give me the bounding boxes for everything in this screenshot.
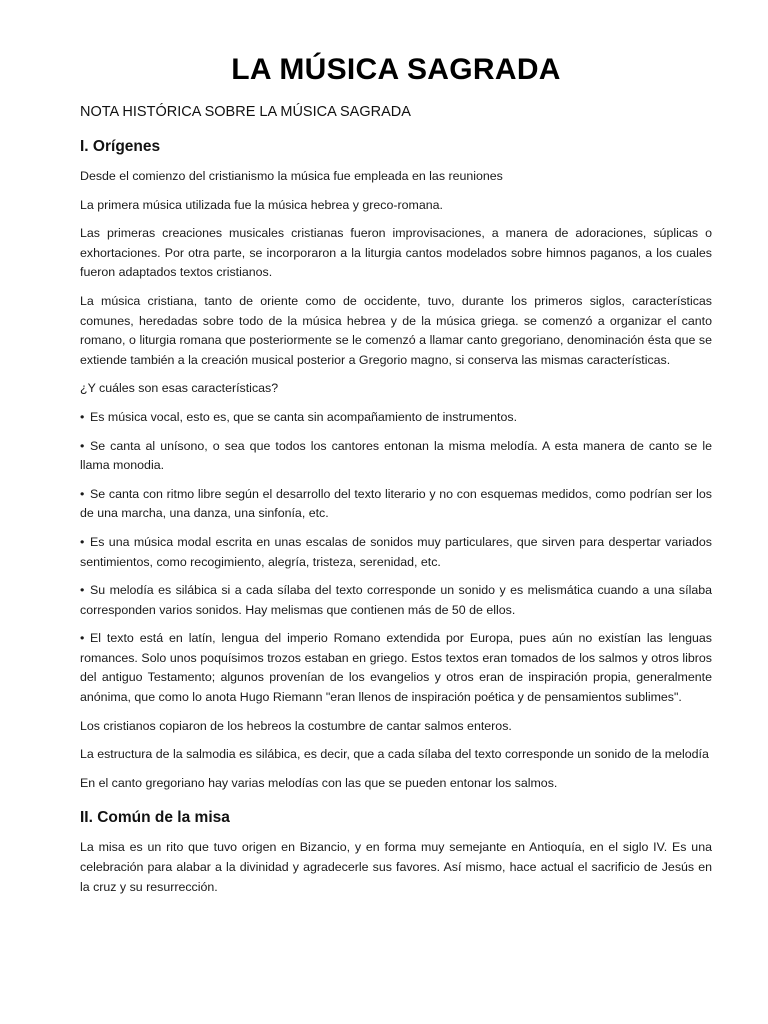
paragraph: En el canto gregoriano hay varias melodías con las que se pueden entonar los salmos. [80,775,558,790]
bullet-text: Se canta con ritmo libre según el desarrollo del texto literario y no con esquemas medidos, como podrían ser los de una marcha, una danza, una sinfonía, etc. [80,486,712,521]
bullet-item [80,533,712,572]
document-title: LA MÚSICA SAGRADA [231,53,561,86]
paragraph: La estructura de la salmodia es silábica, es decir, que a cada sílaba del texto corresponde un sonido de la melodía [80,747,709,762]
bullet-text: Es una música modal escrita en unas escalas de sonidos muy particulares, que sirven para despertar variados sentimientos, como recogimiento, alegría, tristeza, serenidad, etc. [80,534,712,569]
paragraph: Las primeras creaciones musicales cristianas fueron improvisaciones, a manera de adoraciones, súplicas o exhortaciones. Por otra parte, se incorporaron a la liturgia cantos modelados sobre himnos paganos, a los cuales fueron adaptados textos cristianos. [80,226,712,280]
bullet-item [80,408,712,428]
bullet-text: Se canta al unísono, o sea que todos los cantores entonan la misma melodía. A esta manera de canto se le llama monodia. [80,438,712,473]
bullet-icon: • [80,583,85,598]
bullet-item [80,629,712,707]
bullet-icon: • [80,486,85,501]
section-comun-de-la-misa [80,807,712,897]
bullet-item [80,485,712,524]
document-subtitle: NOTA HISTÓRICA SOBRE LA MÚSICA SAGRADA [80,104,411,120]
bullet-item [80,437,712,476]
paragraph: La música cristiana, tanto de oriente como de occidente, tuvo, durante los primeros siglos, características comunes, heredadas sobre todo de la música hebrea y de la música griega. se comenzó a organizar el canto romano, o liturgia romana que posteriormente se le comenzó a llamar canto gregoriano, denominación ésta que se extiende también a la creación musical posterior a Gregorio magno, si conserva las mismas características. [80,293,712,367]
bullet-icon: • [80,438,85,453]
bullet-icon: • [80,409,85,424]
paragraph: La misa es un rito que tuvo origen en Bizancio, y en forma muy semejante en Antioquía, en el siglo IV. Es una celebración para alabar a la divinidad y agradecerle sus favores. Así mismo, hace actual el sacrificio de Jesús en la cruz y su resurrección. [80,840,712,894]
paragraph: Desde el comienzo del cristianismo la música fue empleada en las reuniones [80,169,503,183]
bullet-icon: • [80,534,85,549]
paragraph: La primera música utilizada fue la música hebrea y greco-romana. [80,197,443,212]
section-heading: I. Orígenes [80,138,161,155]
paragraph: ¿Y cuáles son esas características? [80,381,279,396]
bullet-text: Es música vocal, esto es, que se canta sin acompañamiento de instrumentos. [90,409,518,424]
bullet-icon: • [80,631,85,646]
section-origenes [80,136,712,793]
paragraph: Los cristianos copiaron de los hebreos la costumbre de cantar salmos enteros. [80,718,512,733]
bullet-item [80,581,712,620]
bullet-text: Su melodía es silábica si a cada sílaba del texto corresponde un sonido y es melismática cuando a una sílaba corresponden varios sonidos. Hay melismas que contienen más de 50 de ellos. [80,583,712,617]
section-heading: II. Común de la misa [80,809,230,827]
bullet-text: El texto está en latín, lengua del imperio Romano extendida por Europa, pues aún no existían las lenguas romances. Solo unos poquísimos trozos estaban en griego. Estos textos eran tomados de los salmos y otros libros del antiguo Testamento; algunos provenían de los evangelios y otros eran de inspiración propia, generalmente anónima, que como lo anota Hugo Riemann "eran llenos de inspiración poética y de pensamientos sublimes". [80,631,712,705]
